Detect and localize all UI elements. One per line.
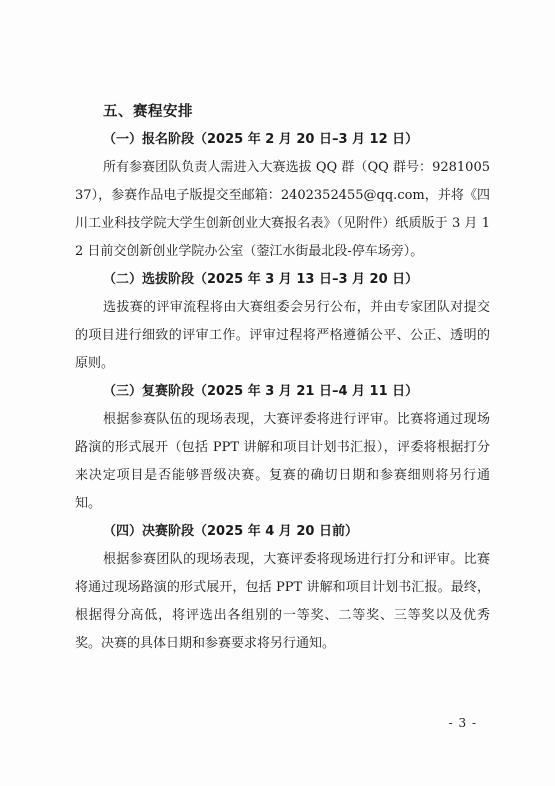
stage-paragraph-selection: 选拔赛的评审流程将由大赛组委会另行公布，并由专家团队对提交的项目进行细致的评审工作。评审过程将严格遵循公平、公正、透明的原则。 — [75, 300, 490, 371]
stage-heading-final: （四）决赛阶段（2025 年 4 月 20 日前） — [103, 524, 358, 539]
stage-paragraph-final: 根据参赛团队的现场表现，大赛评委将现场进行打分和评审。比赛将通过现场路演的形式展开，包括 PPT 讲解和项目计划书汇报。最终，根据得分高低，将评选出各组别的一等奖、二等奖、三等奖以及优秀奖。决赛的具体日期和参赛要求将另行通知。 — [75, 552, 490, 651]
stage-heading-registration: （一）报名阶段（2025 年 2 月 20 日–3 月 12 日） — [103, 132, 419, 147]
section-heading: 五、赛程安排 — [103, 104, 193, 120]
stage-paragraph-registration: 所有参赛团队负责人需进入大赛选拔 QQ 群（QQ 群号：928100537），参赛作品电子版提交至邮箱：2402352455@qq.com，并将《四川工业科技学院大学生创新创业大赛报名表》（见附件）纸质版于 3 月 12 日前交创新创业学院办公室（蓥江水街最北段-停车场旁）。 — [75, 160, 490, 259]
stage-heading-selection: （二）选拔阶段（2025 年 3 月 13 日–3 月 20 日） — [103, 272, 419, 287]
stage-paragraph-semifinal: 根据参赛队伍的现场表现，大赛评委将进行评审。比赛将通过现场路演的形式展开（包括 PPT 讲解和项目计划书汇报），评委将根据打分来决定项目是否能够晋级决赛。复赛的确切日期和参赛细则将另行通知。 — [75, 412, 490, 511]
page-number: - 3 - — [448, 716, 477, 730]
page-content — [75, 98, 490, 658]
stage-heading-semifinal: （三）复赛阶段（2025 年 3 月 21 日–4 月 11 日） — [103, 384, 419, 399]
